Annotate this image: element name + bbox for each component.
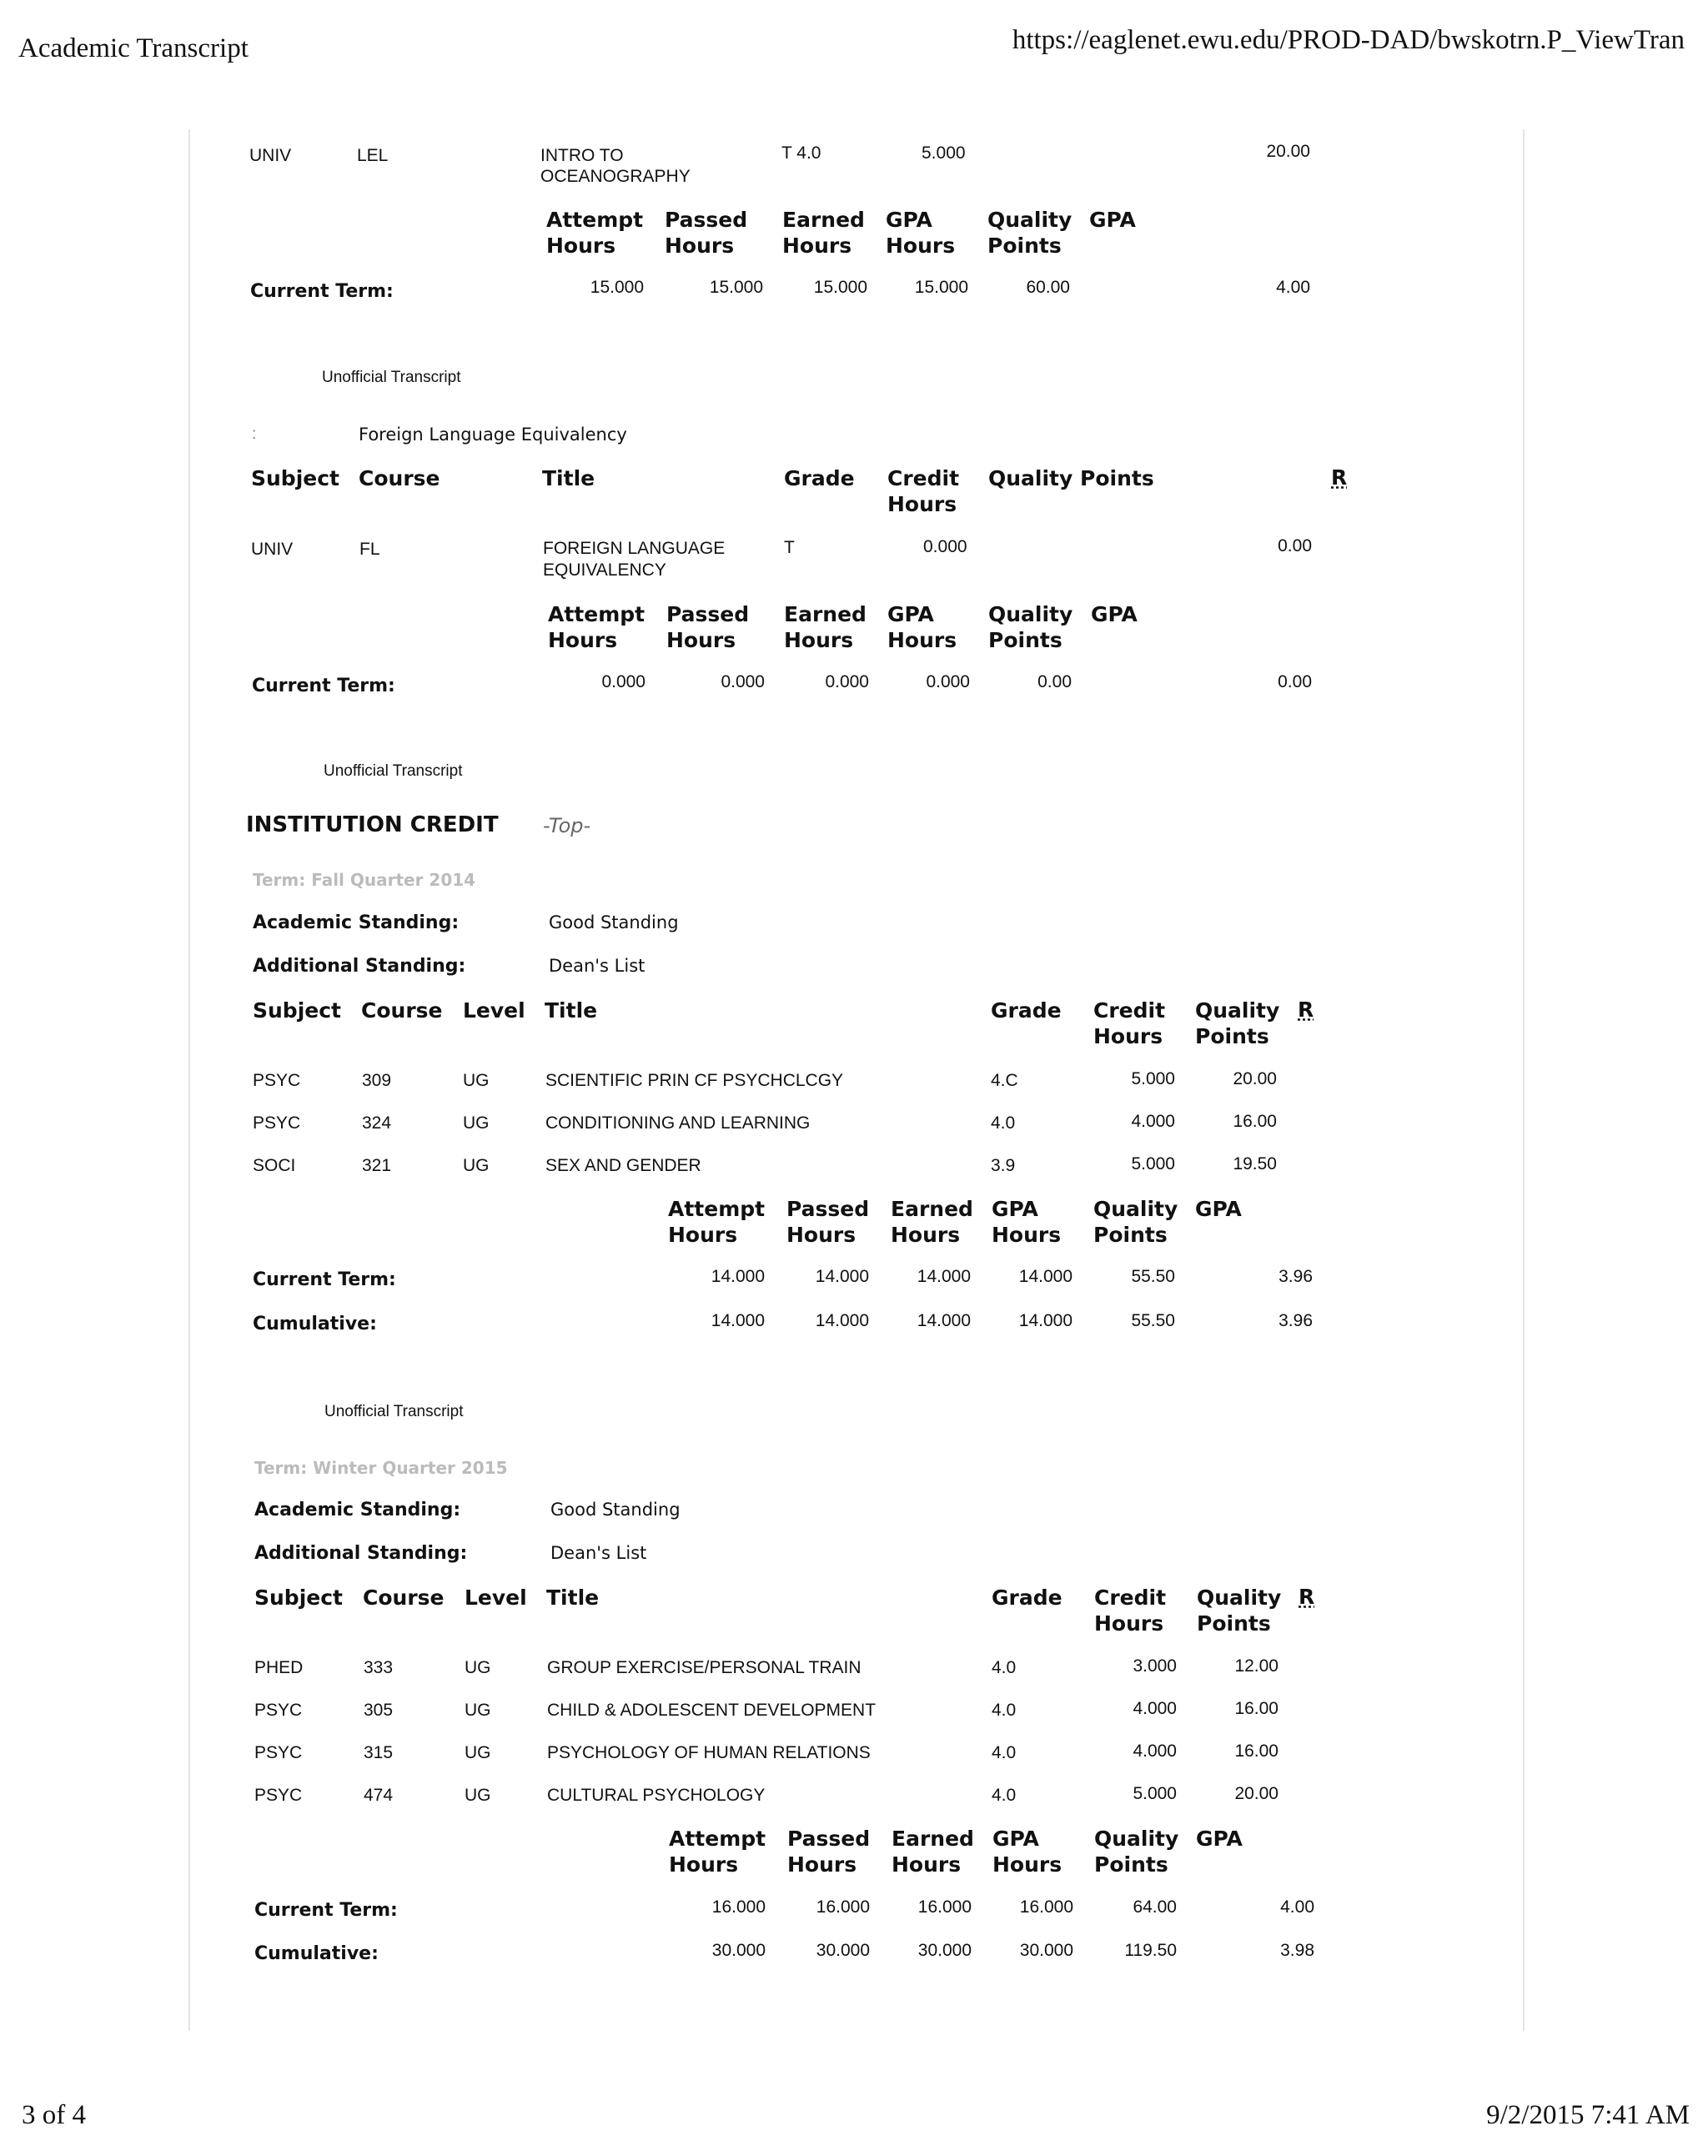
- course-number: 474: [364, 1786, 394, 1805]
- current-passed: 0.000: [721, 672, 765, 691]
- current-quality-points: 64.00: [1133, 1897, 1177, 1917]
- course-credit: 3.000: [1133, 1656, 1177, 1676]
- totals-header-passed: Passed Hours: [786, 1197, 870, 1247]
- additional-standing-value: Dean's List: [549, 956, 646, 976]
- cumulative-gpa: 3.98: [1280, 1941, 1314, 1960]
- page-url: https://eaglenet.ewu.edu/PROD-DAD/bwskotrn.P_ViewTran: [1012, 25, 1685, 55]
- course-subject: UNIV: [249, 146, 292, 165]
- term-label: Term: Winter Quarter 2015: [254, 1458, 508, 1478]
- course-grade: 4.0: [992, 1701, 1017, 1720]
- course-subject: PSYC: [253, 1071, 301, 1090]
- current-term-label: Current Term:: [253, 1269, 396, 1290]
- course-subject: PSYC: [254, 1701, 303, 1720]
- totals-header-attempt: Attempt Hours: [668, 1197, 766, 1247]
- course-number: 315: [364, 1743, 394, 1762]
- top-link[interactable]: -Top-: [543, 814, 591, 837]
- course-number: 333: [364, 1658, 394, 1677]
- course-credit: 4.000: [1131, 1112, 1175, 1131]
- col-header-quality-points: Quality Points: [988, 466, 1154, 490]
- col-header-credit: Credit Hours: [887, 466, 960, 516]
- current-quality-points: 0.00: [1037, 672, 1072, 691]
- unofficial-transcript-note: Unofficial Transcript: [324, 1403, 464, 1420]
- course-subject: SOCI: [253, 1156, 296, 1175]
- col-header-credit: Credit Hours: [1093, 998, 1166, 1048]
- course-grade: 4.C: [991, 1071, 1018, 1090]
- content-right-border: [1523, 129, 1525, 2031]
- course-title: CULTURAL PSYCHOLOGY: [547, 1786, 766, 1805]
- totals-header-gpa: GPA: [1196, 1827, 1243, 1851]
- repeat-indicator-link[interactable]: R: [1299, 1585, 1315, 1609]
- cumulative-passed: 30.000: [816, 1941, 870, 1960]
- current-term-label: Current Term:: [252, 676, 395, 696]
- cumulative-quality-points: 55.50: [1131, 1311, 1175, 1330]
- additional-standing-value: Dean's List: [550, 1543, 647, 1563]
- course-level: UG: [465, 1658, 491, 1677]
- col-header-course: Course: [361, 998, 443, 1023]
- additional-standing-label: Additional Standing:: [254, 1543, 468, 1564]
- content-left-border: [188, 129, 190, 2031]
- col-header-grade: Grade: [992, 1586, 1062, 1610]
- repeat-indicator-link[interactable]: R: [1298, 998, 1314, 1022]
- course-number: 305: [364, 1701, 394, 1720]
- print-datetime: 9/2/2015 7:41 AM: [1486, 2100, 1690, 2130]
- current-term-label: Current Term:: [254, 1900, 398, 1921]
- col-header-subject: Subject: [253, 998, 341, 1023]
- totals-header-passed: Passed Hours: [787, 1827, 871, 1877]
- course-title: CHILD & ADOLESCENT DEVELOPMENT: [547, 1701, 877, 1720]
- totals-header-attempt: Attempt Hours: [546, 208, 644, 258]
- totals-header-attempt: Attempt Hours: [548, 602, 646, 652]
- col-header-level: Level: [463, 998, 525, 1023]
- course-quality-points: 20.00: [1233, 1069, 1277, 1088]
- col-header-credit: Credit Hours: [1094, 1586, 1167, 1636]
- course-number: FL: [359, 540, 380, 559]
- academic-standing-label: Academic Standing:: [254, 1500, 461, 1520]
- cumulative-passed: 14.000: [815, 1311, 869, 1330]
- totals-header-earned: Earned Hours: [782, 208, 865, 258]
- totals-header-passed: Passed Hours: [666, 602, 750, 652]
- course-title: CONDITIONING AND LEARNING: [545, 1113, 811, 1133]
- cumulative-gpa-hours: 14.000: [1018, 1311, 1073, 1330]
- totals-header-gpa-hours: GPA Hours: [887, 602, 957, 652]
- totals-header-earned: Earned Hours: [892, 1827, 974, 1877]
- course-number: 309: [362, 1071, 392, 1090]
- course-quality-points: 19.50: [1233, 1154, 1277, 1173]
- col-header-quality: Quality Points: [1195, 998, 1280, 1048]
- course-quality-points: 16.00: [1233, 1112, 1277, 1131]
- course-quality-points: 12.00: [1234, 1656, 1278, 1676]
- col-header-quality: Quality Points: [1197, 1586, 1282, 1636]
- course-grade: 4.0: [991, 1113, 1016, 1133]
- totals-header-gpa-hours: GPA Hours: [886, 208, 956, 258]
- current-gpa-hours: 0.000: [926, 672, 970, 691]
- unofficial-transcript-note: Unofficial Transcript: [324, 762, 463, 780]
- additional-standing-label: Additional Standing:: [253, 956, 466, 977]
- current-earned: 0.000: [825, 672, 869, 691]
- current-passed: 14.000: [815, 1267, 869, 1286]
- current-passed: 15.000: [709, 278, 763, 297]
- course-subject: UNIV: [251, 540, 294, 559]
- course-grade: 3.9: [991, 1156, 1016, 1175]
- col-header-title: Title: [546, 1586, 600, 1610]
- current-quality-points: 55.50: [1131, 1267, 1175, 1286]
- totals-header-gpa-hours: GPA Hours: [992, 1827, 1062, 1877]
- course-level: UG: [465, 1743, 491, 1762]
- course-quality-points: 16.00: [1234, 1741, 1278, 1761]
- course-quality-points: 20.00: [1266, 142, 1310, 161]
- col-header-title: Title: [545, 998, 598, 1023]
- col-header-grade: Grade: [784, 466, 855, 490]
- academic-standing-label: Academic Standing:: [253, 912, 460, 933]
- current-earned: 14.000: [917, 1267, 971, 1286]
- course-credit: 4.000: [1133, 1741, 1177, 1761]
- totals-header-attempt: Attempt Hours: [669, 1827, 766, 1877]
- course-credit: 5.000: [1133, 1784, 1177, 1803]
- current-passed: 16.000: [816, 1897, 870, 1917]
- course-credit: 5.000: [1131, 1069, 1175, 1088]
- course-level: UG: [463, 1113, 490, 1133]
- cumulative-label: Cumulative:: [253, 1314, 377, 1334]
- academic-standing-value: Good Standing: [550, 1500, 681, 1520]
- totals-header-gpa: GPA: [1089, 208, 1136, 232]
- course-grade: T 4.0: [781, 143, 821, 163]
- current-attempt: 0.000: [601, 672, 646, 691]
- current-attempt: 15.000: [590, 278, 644, 297]
- current-quality-points: 60.00: [1026, 278, 1070, 297]
- course-subject: PSYC: [254, 1743, 303, 1762]
- cumulative-attempt: 30.000: [711, 1941, 766, 1960]
- current-attempt: 16.000: [711, 1897, 766, 1917]
- course-title: SEX AND GENDER: [545, 1156, 701, 1175]
- current-earned: 15.000: [813, 278, 867, 297]
- course-grade: T: [784, 538, 795, 557]
- course-grade: 4.0: [992, 1786, 1017, 1805]
- cumulative-earned: 14.000: [917, 1311, 971, 1330]
- col-header-level: Level: [465, 1586, 527, 1610]
- course-quality-points: 20.00: [1234, 1784, 1278, 1803]
- cumulative-earned: 30.000: [917, 1941, 972, 1960]
- section-heading: Foreign Language Equivalency: [359, 425, 627, 445]
- current-term-label: Current Term:: [250, 281, 394, 302]
- col-header-course: Course: [363, 1586, 445, 1610]
- cumulative-quality-points: 119.50: [1124, 1941, 1177, 1960]
- totals-header-quality: Quality Points: [1094, 1827, 1179, 1877]
- page-number: 3 of 4: [22, 2100, 86, 2130]
- course-grade: 4.0: [992, 1743, 1017, 1762]
- course-number: 321: [362, 1156, 392, 1175]
- current-gpa: 3.96: [1278, 1267, 1313, 1286]
- institution-credit-title: INSTITUTION CREDIT: [246, 812, 499, 837]
- course-level: UG: [465, 1701, 491, 1720]
- course-title: GROUP EXERCISE/PERSONAL TRAIN: [547, 1658, 862, 1677]
- totals-header-earned: Earned Hours: [891, 1197, 973, 1247]
- course-quality-points: 0.00: [1278, 536, 1312, 555]
- course-subject: PHED: [254, 1658, 304, 1677]
- totals-header-quality: Quality Points: [1093, 1197, 1178, 1247]
- course-grade: 4.0: [992, 1658, 1017, 1677]
- cumulative-gpa-hours: 30.000: [1019, 1941, 1073, 1960]
- course-credit: 4.000: [1133, 1699, 1177, 1718]
- course-quality-points: 16.00: [1234, 1699, 1278, 1718]
- course-subject: PSYC: [253, 1113, 301, 1133]
- totals-header-gpa: GPA: [1091, 602, 1138, 626]
- course-title: PSYCHOLOGY OF HUMAN RELATIONS: [547, 1743, 871, 1762]
- current-gpa: 4.00: [1276, 278, 1310, 297]
- colon-marker: :: [252, 425, 257, 443]
- col-header-grade: Grade: [991, 998, 1062, 1023]
- course-credit: 0.000: [923, 537, 967, 556]
- current-gpa-hours: 14.000: [1018, 1267, 1073, 1286]
- course-title: INTRO TO OCEANOGRAPHY: [540, 146, 691, 186]
- course-title: SCIENTIFIC PRIN CF PSYCHCLCGY: [545, 1071, 844, 1090]
- course-credit: 5.000: [922, 143, 966, 163]
- col-header-title: Title: [542, 466, 595, 490]
- current-gpa: 4.00: [1280, 1897, 1314, 1917]
- course-level: UG: [463, 1156, 490, 1175]
- unofficial-transcript-note: Unofficial Transcript: [322, 369, 461, 386]
- col-header-subject: Subject: [251, 466, 339, 490]
- current-gpa-hours: 16.000: [1019, 1897, 1073, 1917]
- col-header-course: Course: [359, 466, 440, 490]
- totals-header-quality: Quality Points: [987, 208, 1073, 258]
- current-attempt: 14.000: [711, 1267, 765, 1286]
- course-level: UG: [463, 1071, 490, 1090]
- totals-header-earned: Earned Hours: [784, 602, 867, 652]
- cumulative-attempt: 14.000: [711, 1311, 765, 1330]
- col-header-subject: Subject: [254, 1586, 343, 1610]
- course-subject: PSYC: [254, 1786, 303, 1805]
- totals-header-gpa-hours: GPA Hours: [992, 1197, 1062, 1247]
- course-title: FOREIGN LANGUAGE EQUIVALENCY: [543, 539, 726, 580]
- academic-standing-value: Good Standing: [549, 912, 679, 932]
- totals-header-quality: Quality Points: [988, 602, 1073, 652]
- document-title: Academic Transcript: [18, 33, 249, 63]
- cumulative-label: Cumulative:: [254, 1943, 379, 1964]
- totals-header-passed: Passed Hours: [665, 208, 748, 258]
- cumulative-gpa: 3.96: [1278, 1311, 1313, 1330]
- current-earned: 16.000: [917, 1897, 972, 1917]
- course-level: UG: [465, 1786, 491, 1805]
- course-number: 324: [362, 1113, 392, 1133]
- course-number: LEL: [357, 146, 389, 165]
- repeat-indicator-link[interactable]: R: [1331, 465, 1348, 490]
- current-gpa: 0.00: [1278, 672, 1312, 691]
- term-label: Term: Fall Quarter 2014: [253, 870, 476, 890]
- current-gpa-hours: 15.000: [914, 278, 968, 297]
- totals-header-gpa: GPA: [1195, 1197, 1242, 1221]
- course-credit: 5.000: [1131, 1154, 1175, 1173]
